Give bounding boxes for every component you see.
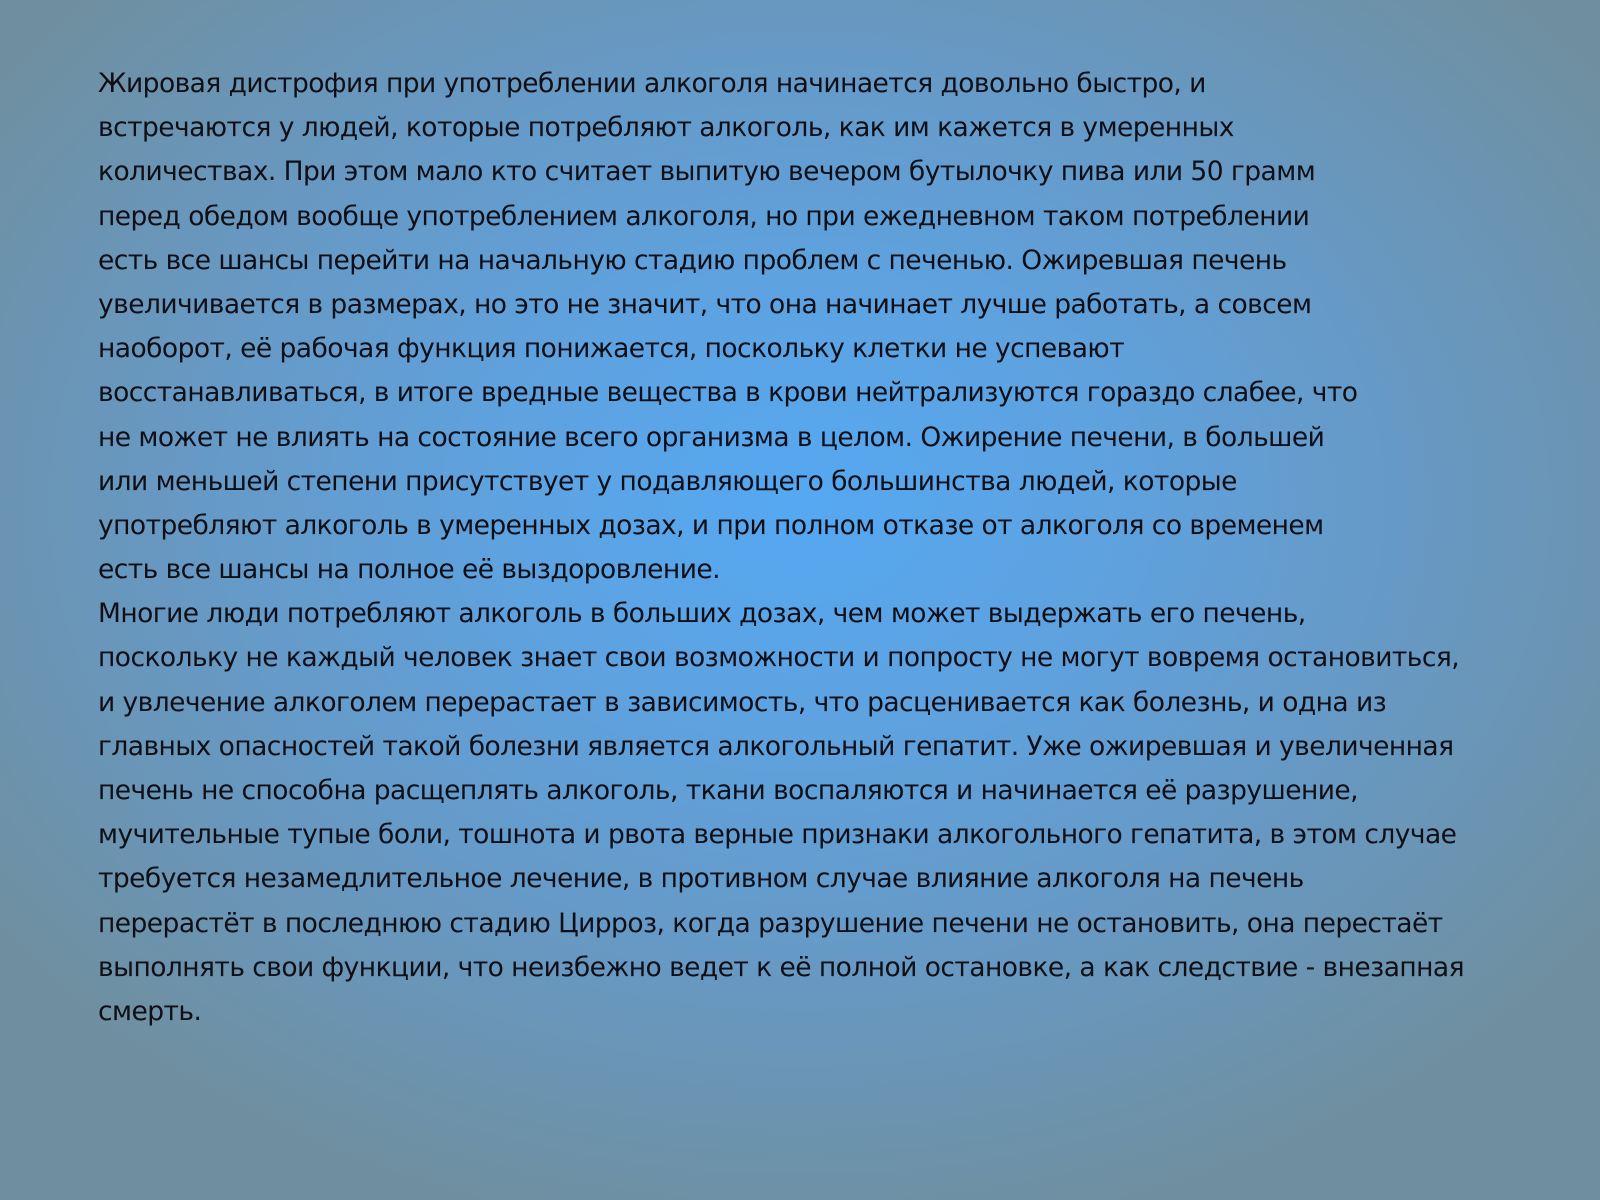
- body-text: [98, 62, 1538, 1034]
- text-line: выполнять свои функции, что неизбежно ведет к её полной остановке, а как следствие - внезапная: [98, 951, 1465, 983]
- text-line: количествах. При этом мало кто считает выпитую вечером бутылочку пива или 50 грамм: [98, 156, 1316, 188]
- text-line: смерть.: [98, 995, 202, 1027]
- text-line: есть все шансы перейти на начальную стадию проблем с печенью. Ожиревшая печень: [98, 244, 1287, 276]
- text-line: восстанавливаться, в итоге вредные вещества в крови нейтрализуются гораздо слабее, что: [98, 377, 1358, 409]
- text-line: употребляют алкоголь в умеренных дозах, и при полном отказе от алкоголя со временем: [98, 509, 1324, 541]
- text-line: Жировая дистрофия при употреблении алкоголя начинается довольно быстро, и: [98, 68, 1206, 99]
- text-line: не может не влиять на состояние всего организма в целом. Ожирение печени, в большей: [98, 421, 1325, 453]
- text-line: увеличивается в размерах, но это не значит, что она начинает лучше работать, а совсем: [98, 288, 1312, 320]
- text-line: и увлечение алкоголем перерастает в зависимость, что расценивается как болезнь, и одна из: [98, 686, 1387, 718]
- text-line: перед обедом вообще употреблением алкоголя, но при ежедневном таком потреблении: [98, 200, 1310, 232]
- text-line: поскольку не каждый человек знает свои возможности и попросту не могут вовремя остановиться,: [98, 642, 1460, 674]
- text-line: мучительные тупые боли, тошнота и рвота верные признаки алкогольного гепатита, в этом случае: [98, 819, 1457, 851]
- text-line: требуется незамедлительное лечение, в противном случае влияние алкоголя на печень: [98, 863, 1304, 895]
- text-line: главных опасностей такой болезни является алкогольный гепатит. Уже ожиревшая и увеличенная: [98, 730, 1454, 762]
- paragraph-alcoholic-hepatitis: [98, 592, 1538, 1034]
- text-line: печень не способна расщеплять алкоголь, ткани воспаляются и начинается её разрушение,: [98, 775, 1359, 806]
- text-line: встречаются у людей, которые потребляют алкоголь, как им кажется в умеренных: [98, 112, 1234, 144]
- text-line: или меньшей степени присутствует у подавляющего большинства людей, которые: [98, 465, 1237, 497]
- text-line: есть все шансы на полное её выздоровление.: [98, 554, 720, 586]
- text-line: Многие люди потребляют алкоголь в больших дозах, чем может выдержать его печень,: [98, 598, 1306, 630]
- text-line: перерастёт в последнюю стадию Цирроз, когда разрушение печени не остановить, она перестаёт: [98, 907, 1443, 939]
- paragraph-fatty-liver: [98, 62, 1538, 592]
- text-line: наоборот, её рабочая функция понижается, поскольку клетки не успевают: [98, 333, 1125, 365]
